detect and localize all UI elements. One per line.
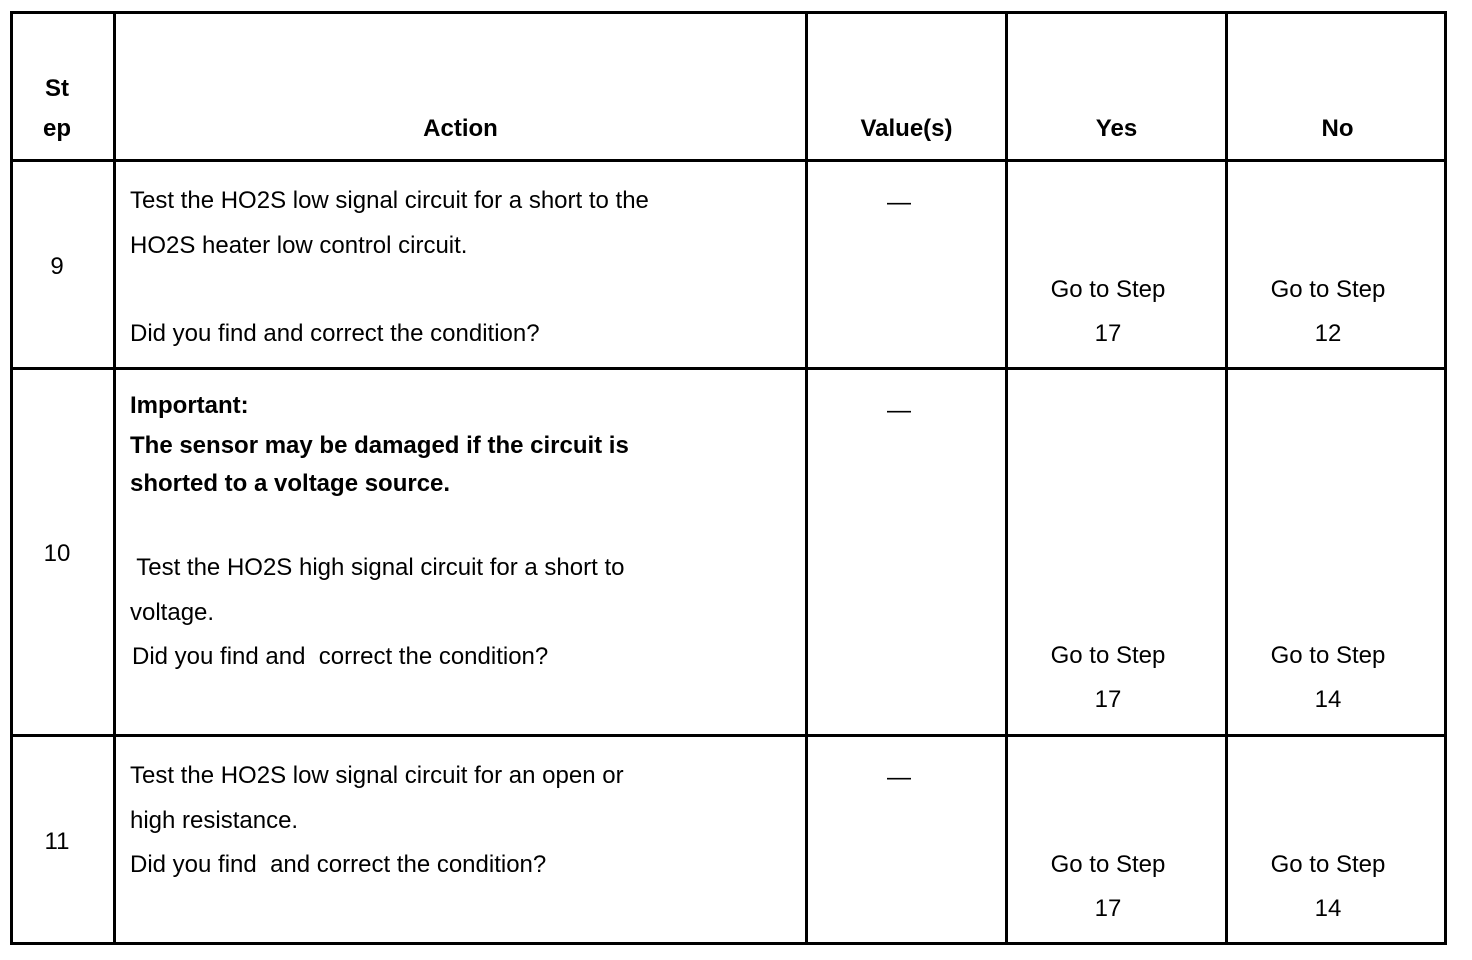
yes-label: Go to Step [1050,642,1166,669]
no-label: Go to Step [1270,642,1386,669]
column-divider [113,14,116,942]
no-label: Go to Step [1270,276,1386,303]
value-dash: — [887,764,911,791]
value-dash: — [887,397,911,424]
yes-go-to-step [1008,634,1208,722]
column-divider [805,14,808,942]
row-divider [13,734,1444,737]
no-go-to-step [1228,843,1428,931]
row-divider [13,367,1444,370]
yes-label: Go to Step [1050,276,1166,303]
action-text: high resistance. [130,807,299,834]
header-step-line: ep [42,115,71,142]
header-step-line: St [45,75,69,102]
no-step-number: 14 [1314,895,1342,922]
no-step-number: 12 [1314,320,1342,347]
header-yes: Yes [1095,115,1138,142]
diagnostic-table [10,11,1447,945]
action-question: Did you find and correct the condition? [132,643,549,670]
action-text: HO2S heater low control circuit. [130,232,468,259]
no-label: Go to Step [1270,851,1386,878]
value-dash: — [887,189,911,216]
row-divider [13,159,1444,162]
yes-label: Go to Step [1050,851,1166,878]
no-step-number: 14 [1314,686,1342,713]
column-divider [1005,14,1008,942]
important-text: shorted to a voltage source. [130,470,451,497]
important-label: Important: [130,392,249,419]
yes-go-to-step [1008,843,1208,931]
action-text: Test the HO2S low signal circuit for an open or [130,762,624,789]
header-no: No [1321,115,1354,142]
step-number: 9 [50,253,64,280]
step-number: 11 [44,828,70,855]
step-number: 10 [43,540,71,567]
action-question: Did you find and correct the condition? [130,851,547,878]
header-step [13,69,101,149]
action-text: Test the HO2S low signal circuit for a short to the [130,187,649,214]
important-text: The sensor may be damaged if the circuit is [130,432,629,459]
yes-step-number: 17 [1094,686,1122,713]
yes-go-to-step [1008,268,1208,356]
action-question: Did you find and correct the condition? [130,320,540,347]
yes-step-number: 17 [1094,895,1122,922]
yes-step-number: 17 [1094,320,1122,347]
header-values: Value(s) [860,115,953,142]
header-action: Action [423,115,498,142]
no-go-to-step [1228,268,1428,356]
no-go-to-step [1228,634,1428,722]
column-divider [1225,14,1228,942]
action-text: voltage. [130,599,215,626]
action-text: Test the HO2S high signal circuit for a short to [130,554,625,581]
